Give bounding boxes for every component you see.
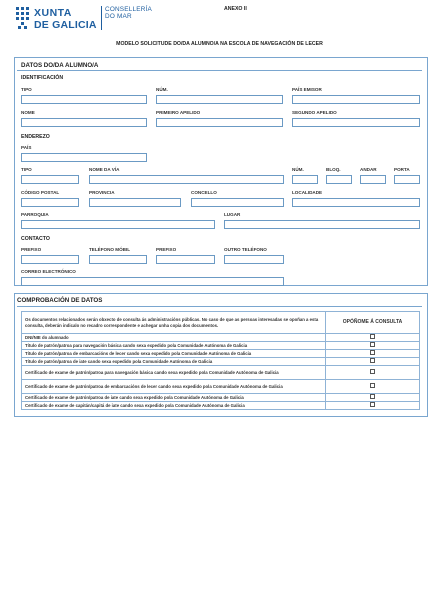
- country-label: PAÍS: [21, 145, 32, 150]
- other-phone-field[interactable]: [224, 255, 284, 264]
- email-field[interactable]: [21, 277, 284, 286]
- door-field[interactable]: [394, 175, 420, 184]
- table-row: [22, 350, 420, 358]
- mobile-phone-label: TELÉFONO MÓBIL: [89, 247, 131, 252]
- block-field[interactable]: [326, 175, 352, 184]
- logo-line-1: XUNTA: [34, 7, 72, 19]
- verification-title: COMPROBACIÓN DE DATOS: [17, 297, 103, 304]
- oppose-checkbox[interactable]: [370, 394, 375, 399]
- street-number-field[interactable]: [292, 175, 318, 184]
- conselleria-line-2: DO MAR: [105, 12, 132, 20]
- block-label: BLOQ.: [326, 167, 341, 172]
- oppose-column-header: OPÓÑOME Á CONSULTA: [326, 312, 420, 334]
- xunta-logo: [14, 6, 100, 32]
- door-label: PORTA: [394, 167, 410, 172]
- email-label: CORREO ELECTRÓNICO: [21, 269, 76, 274]
- first-surname-field[interactable]: [156, 118, 283, 127]
- floor-field[interactable]: [360, 175, 386, 184]
- prefix-mobile-field[interactable]: [21, 255, 79, 264]
- municipality-label: CONCELLO: [191, 190, 217, 195]
- verification-title-line: [17, 306, 422, 307]
- prefix-other-field[interactable]: [156, 255, 215, 264]
- first-surname-label: PRIMEIRO APELIDO: [156, 110, 201, 115]
- parish-label: PARROQUIA: [21, 212, 49, 217]
- table-row: [22, 366, 420, 380]
- student-title-line: [17, 70, 422, 71]
- first-name-field[interactable]: [21, 118, 147, 127]
- id-number-label: NÚM.: [156, 87, 168, 92]
- table-row: [22, 394, 420, 402]
- second-surname-field[interactable]: [292, 118, 420, 127]
- street-number-label: NÚM.: [292, 167, 304, 172]
- oppose-checkbox[interactable]: [370, 342, 375, 347]
- prefix-mobile-label: PREFIXO: [21, 247, 42, 252]
- consultation-table: [21, 311, 420, 410]
- form-title: MODELO SOLICITUDE DO/DA ALUMNO/A NA ESCOLA DE NAVEGACIÓN DE LECER: [116, 41, 323, 47]
- street-name-label: NOME DA VÍA: [89, 167, 120, 172]
- locality-field[interactable]: [292, 198, 420, 207]
- parish-field[interactable]: [21, 220, 215, 229]
- table-row: [22, 334, 420, 342]
- street-type-label: TIPO: [21, 167, 32, 172]
- annex-label: ANEXO II: [224, 6, 247, 12]
- identification-title: IDENTIFICACIÓN: [21, 75, 64, 81]
- document-label: Certificado de exame de patrón/patroa de iate cando sexa expedido pola Comunidade Autónoma de Galicia: [22, 394, 326, 402]
- id-number-field[interactable]: [156, 95, 283, 104]
- consultation-header-row: [22, 312, 420, 334]
- address-title: ENDEREZO: [21, 134, 50, 140]
- prefix-other-label: PREFIXO: [156, 247, 177, 252]
- oppose-checkbox[interactable]: [370, 350, 375, 355]
- document-label: Certificado de exame de patrón/patroa de embarcacións de lecer cando sexa expedido pola Comunidade Autónoma de Galicia: [22, 380, 326, 394]
- table-row: [22, 402, 420, 410]
- conselleria-line-1: CONSELLERÍA: [105, 6, 152, 13]
- other-phone-label: OUTRO TELÉFONO: [224, 247, 267, 252]
- province-label: PROVINCIA: [89, 190, 115, 195]
- logo-line-2: DE GALICIA: [34, 19, 97, 31]
- locality-label: LOCALIDADE: [292, 190, 323, 195]
- mobile-phone-field[interactable]: [89, 255, 147, 264]
- document-label: Certificado de exame de capitán/capitá de iate cando sexa expedido pola Comunidade Autónoma de Galicia: [22, 402, 326, 410]
- contact-title: CONTACTO: [21, 236, 50, 242]
- document-label: DNI/NIE do alumnado: [22, 334, 326, 342]
- oppose-checkbox[interactable]: [370, 369, 375, 374]
- place-field[interactable]: [224, 220, 420, 229]
- document-label: Título de patrón/patroa para navegación básica cando sexa expedido pola Comunidade Autónoma de Galicia: [22, 342, 326, 350]
- country-field[interactable]: [21, 153, 147, 162]
- postal-code-field[interactable]: [21, 198, 79, 207]
- issuing-country-field[interactable]: [292, 95, 420, 104]
- conselleria-name: [105, 7, 152, 20]
- province-field[interactable]: [89, 198, 181, 207]
- oppose-checkbox[interactable]: [370, 402, 375, 407]
- oppose-checkbox[interactable]: [370, 383, 375, 388]
- id-type-label: TIPO: [21, 87, 32, 92]
- floor-label: ANDAR: [360, 167, 377, 172]
- student-data-title: DATOS DO/DA ALUMNO/A: [21, 62, 99, 69]
- logo-divider: [101, 6, 102, 30]
- document-label: Certificado de exame de patrón/patroa para navegación básica cando sexa expedido pola Comunidade Autónoma de Galicia: [22, 366, 326, 380]
- municipality-field[interactable]: [191, 198, 284, 207]
- oppose-checkbox[interactable]: [370, 358, 375, 363]
- first-name-label: NOME: [21, 110, 35, 115]
- document-label: Título de patrón/patroa de embarcacións de lecer cando sexa expedido pola Comunidade Autónoma de Galicia: [22, 350, 326, 358]
- xunta-emblem-icon: [14, 6, 31, 31]
- issuing-country-label: PAÍS EMISOR: [292, 87, 322, 92]
- table-row: [22, 380, 420, 394]
- table-row: [22, 358, 420, 366]
- second-surname-label: SEGUNDO APELIDO: [292, 110, 337, 115]
- consultation-intro: Os documentos relacionados serán obxecto de consulta ás administracións públicas. No caso de que as persoas interesadas se opoñan a esta consulta, deberán indicalo no recadro correspondente e achegar unha copia dos documentos.: [22, 312, 326, 334]
- table-row: [22, 342, 420, 350]
- id-type-field[interactable]: [21, 95, 147, 104]
- document-label: Título de patrón/patroa de iate cando sexa expedido pola Comunidade Autónoma de Galicia: [22, 358, 326, 366]
- postal-code-label: CÓDIGO POSTAL: [21, 190, 60, 195]
- oppose-checkbox[interactable]: [370, 334, 375, 339]
- street-name-field[interactable]: [89, 175, 284, 184]
- street-type-field[interactable]: [21, 175, 79, 184]
- place-label: LUGAR: [224, 212, 241, 217]
